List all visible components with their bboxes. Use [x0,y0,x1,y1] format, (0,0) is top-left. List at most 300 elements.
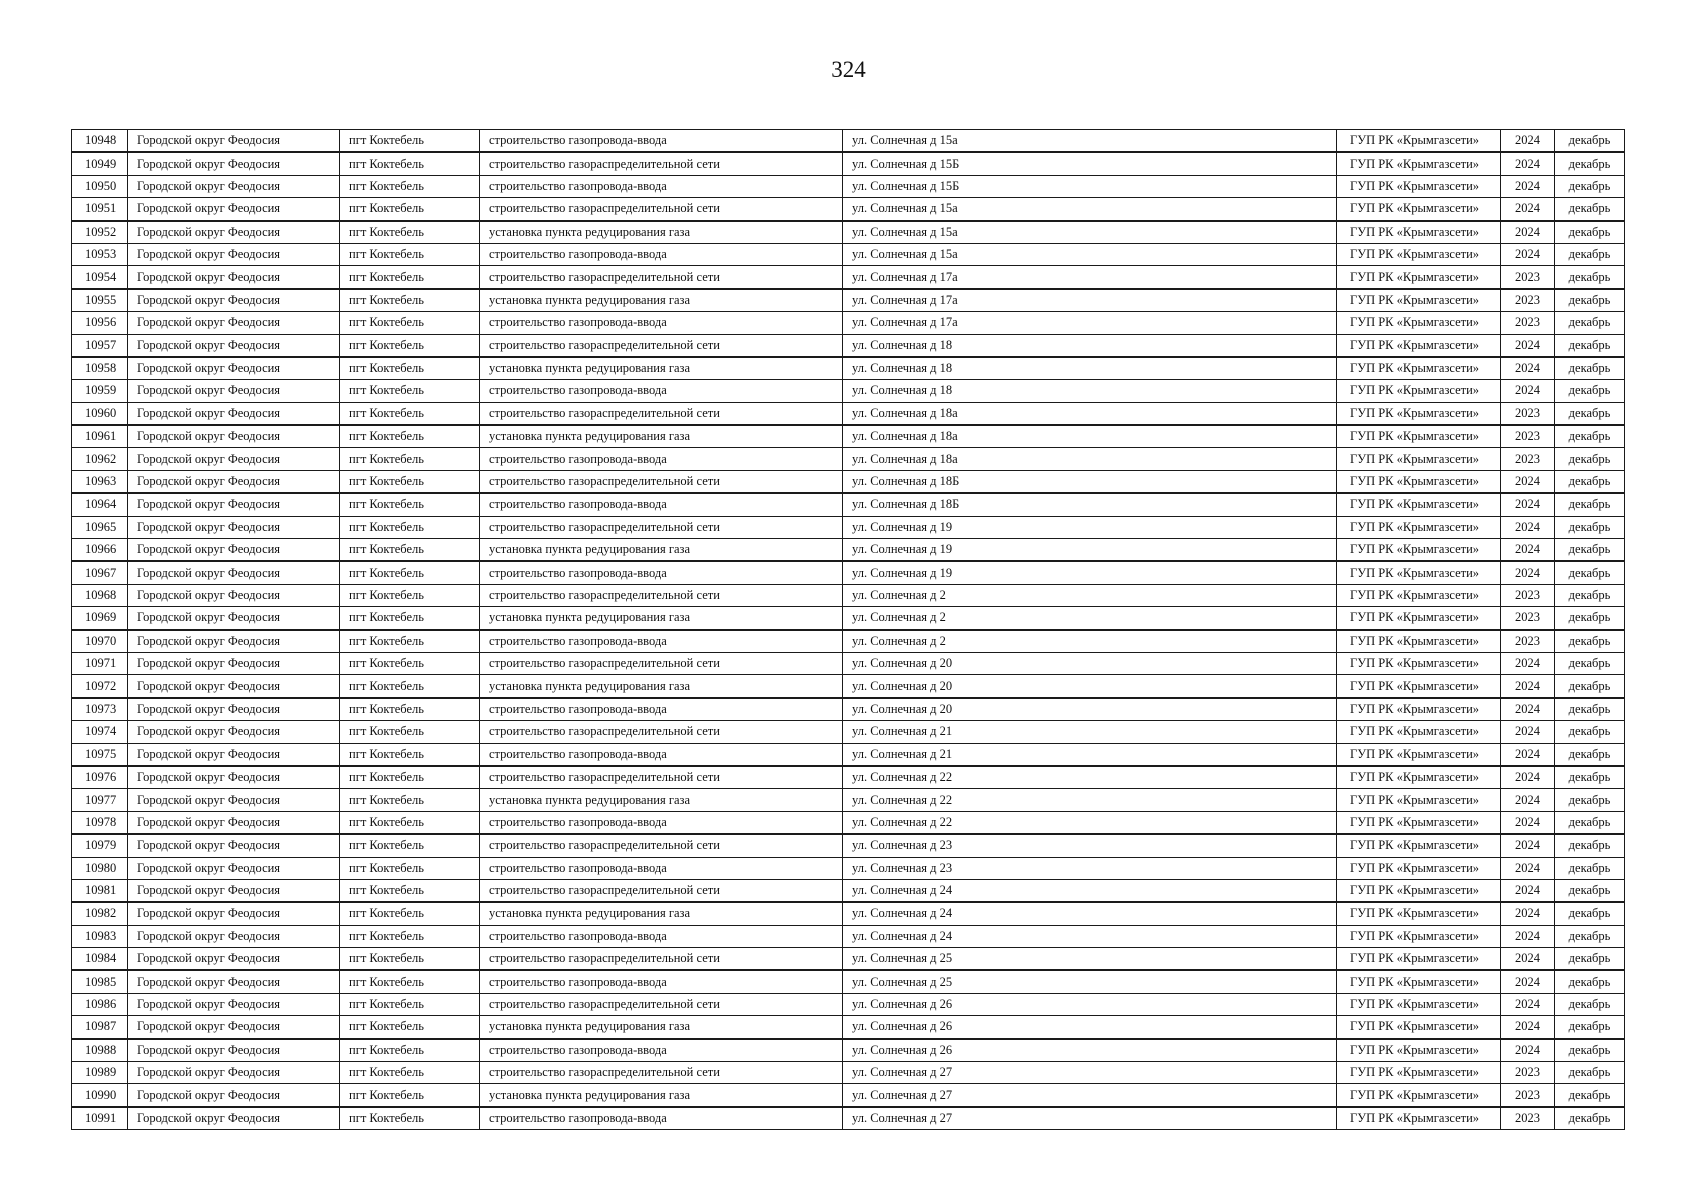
settlement-cell: пгт Коктебель [340,652,480,674]
settlement-cell: пгт Коктебель [340,175,480,197]
settlement-cell: пгт Коктебель [340,925,480,947]
row-number-cell: 10969 [72,607,128,630]
settlement-cell: пгт Коктебель [340,1039,480,1062]
row-number-cell: 10976 [72,766,128,789]
work-type-cell: строительство газораспределительной сети [480,948,843,971]
work-type-cell: строительство газопровода-ввода [480,561,843,584]
district-cell: Городской округ Феодосия [128,652,340,674]
year-cell: 2023 [1501,1084,1555,1107]
work-type-cell: установка пункта редуцирования газа [480,1084,843,1107]
organization-cell: ГУП РК «Крымгазсети» [1337,266,1501,289]
row-number-cell: 10979 [72,834,128,857]
work-type-cell: строительство газораспределительной сети [480,198,843,221]
month-cell: декабрь [1555,721,1625,743]
row-number-cell: 10987 [72,1016,128,1039]
work-type-cell: строительство газораспределительной сети [480,266,843,289]
table-row [72,948,1625,971]
year-cell: 2024 [1501,743,1555,766]
organization-cell: ГУП РК «Крымгазсети» [1337,402,1501,425]
work-type-cell: строительство газопровода-ввода [480,1039,843,1062]
address-cell: ул. Солнечная д 26 [843,1039,1337,1062]
gasification-table [71,129,1625,1130]
row-number-cell: 10954 [72,266,128,289]
district-cell: Городской округ Феодосия [128,539,340,562]
work-type-cell: строительство газопровода-ввода [480,1107,843,1130]
work-type-cell: строительство газопровода-ввода [480,630,843,653]
row-number-cell: 10988 [72,1039,128,1062]
settlement-cell: пгт Коктебель [340,834,480,857]
row-number-cell: 10962 [72,448,128,470]
row-number-cell: 10961 [72,425,128,448]
month-cell: декабрь [1555,811,1625,834]
month-cell: декабрь [1555,493,1625,516]
work-type-cell: строительство газораспределительной сети [480,879,843,902]
year-cell: 2024 [1501,130,1555,153]
table-row [72,266,1625,289]
row-number-cell: 10965 [72,516,128,538]
organization-cell: ГУП РК «Крымгазсети» [1337,221,1501,244]
address-cell: ул. Солнечная д 26 [843,993,1337,1015]
settlement-cell: пгт Коктебель [340,1107,480,1130]
district-cell: Городской округ Феодосия [128,698,340,721]
row-number-cell: 10957 [72,334,128,357]
table-row [72,402,1625,425]
work-type-cell: строительство газопровода-ввода [480,925,843,947]
month-cell: декабрь [1555,289,1625,312]
district-cell: Городской округ Феодосия [128,312,340,334]
table-row [72,493,1625,516]
year-cell: 2024 [1501,902,1555,925]
row-number-cell: 10975 [72,743,128,766]
district-cell: Городской округ Феодосия [128,357,340,380]
district-cell: Городской округ Феодосия [128,221,340,244]
month-cell: декабрь [1555,993,1625,1015]
work-type-cell: установка пункта редуцирования газа [480,289,843,312]
district-cell: Городской округ Феодосия [128,1062,340,1084]
table-row [72,834,1625,857]
address-cell: ул. Солнечная д 25 [843,970,1337,993]
month-cell: декабрь [1555,334,1625,357]
table-row [72,789,1625,811]
address-cell: ул. Солнечная д 17а [843,312,1337,334]
year-cell: 2024 [1501,879,1555,902]
row-number-cell: 10973 [72,698,128,721]
year-cell: 2024 [1501,516,1555,538]
row-number-cell: 10981 [72,879,128,902]
month-cell: декабрь [1555,539,1625,562]
settlement-cell: пгт Коктебель [340,425,480,448]
table-row [72,721,1625,743]
row-number-cell: 10958 [72,357,128,380]
address-cell: ул. Солнечная д 17а [843,289,1337,312]
address-cell: ул. Солнечная д 19 [843,539,1337,562]
month-cell: декабрь [1555,198,1625,221]
district-cell: Городской округ Феодосия [128,721,340,743]
work-type-cell: строительство газопровода-ввода [480,857,843,879]
district-cell: Городской округ Феодосия [128,516,340,538]
district-cell: Городской округ Феодосия [128,561,340,584]
row-number-cell: 10982 [72,902,128,925]
row-number-cell: 10986 [72,993,128,1015]
year-cell: 2024 [1501,221,1555,244]
month-cell: декабрь [1555,1107,1625,1130]
year-cell: 2024 [1501,334,1555,357]
table-row [72,766,1625,789]
year-cell: 2024 [1501,857,1555,879]
work-type-cell: строительство газораспределительной сети [480,993,843,1015]
work-type-cell: установка пункта редуцирования газа [480,357,843,380]
address-cell: ул. Солнечная д 21 [843,721,1337,743]
work-type-cell: установка пункта редуцирования газа [480,675,843,698]
district-cell: Городской округ Феодосия [128,243,340,265]
work-type-cell: строительство газопровода-ввода [480,970,843,993]
address-cell: ул. Солнечная д 24 [843,925,1337,947]
address-cell: ул. Солнечная д 19 [843,561,1337,584]
settlement-cell: пгт Коктебель [340,1084,480,1107]
year-cell: 2024 [1501,1016,1555,1039]
table-row [72,152,1625,175]
table-row [72,425,1625,448]
settlement-cell: пгт Коктебель [340,312,480,334]
organization-cell: ГУП РК «Крымгазсети» [1337,561,1501,584]
table-row [72,743,1625,766]
settlement-cell: пгт Коктебель [340,789,480,811]
table-row [72,539,1625,562]
address-cell: ул. Солнечная д 23 [843,834,1337,857]
row-number-cell: 10956 [72,312,128,334]
organization-cell: ГУП РК «Крымгазсети» [1337,970,1501,993]
table-row [72,289,1625,312]
district-cell: Городской округ Феодосия [128,857,340,879]
month-cell: декабрь [1555,652,1625,674]
district-cell: Городской округ Феодосия [128,993,340,1015]
row-number-cell: 10977 [72,789,128,811]
work-type-cell: строительство газопровода-ввода [480,312,843,334]
table-row [72,1039,1625,1062]
row-number-cell: 10960 [72,402,128,425]
address-cell: ул. Солнечная д 27 [843,1107,1337,1130]
settlement-cell: пгт Коктебель [340,516,480,538]
month-cell: декабрь [1555,789,1625,811]
work-type-cell: строительство газопровода-ввода [480,743,843,766]
table-row [72,470,1625,493]
address-cell: ул. Солнечная д 15Б [843,152,1337,175]
table-row [72,380,1625,402]
month-cell: декабрь [1555,902,1625,925]
row-number-cell: 10980 [72,857,128,879]
district-cell: Городской округ Феодосия [128,425,340,448]
month-cell: декабрь [1555,1016,1625,1039]
organization-cell: ГУП РК «Крымгазсети» [1337,630,1501,653]
organization-cell: ГУП РК «Крымгазсети» [1337,539,1501,562]
table-row [72,698,1625,721]
work-type-cell: установка пункта редуцирования газа [480,539,843,562]
row-number-cell: 10978 [72,811,128,834]
table-row [72,1084,1625,1107]
district-cell: Городской округ Феодосия [128,879,340,902]
year-cell: 2024 [1501,175,1555,197]
month-cell: декабрь [1555,175,1625,197]
work-type-cell: установка пункта редуцирования газа [480,1016,843,1039]
table-row [72,902,1625,925]
row-number-cell: 10953 [72,243,128,265]
settlement-cell: пгт Коктебель [340,698,480,721]
address-cell: ул. Солнечная д 26 [843,1016,1337,1039]
district-cell: Городской округ Феодосия [128,493,340,516]
settlement-cell: пгт Коктебель [340,1016,480,1039]
table-row [72,584,1625,606]
settlement-cell: пгт Коктебель [340,630,480,653]
year-cell: 2023 [1501,425,1555,448]
settlement-cell: пгт Коктебель [340,584,480,606]
work-type-cell: строительство газопровода-ввода [480,130,843,153]
work-type-cell: установка пункта редуцирования газа [480,902,843,925]
settlement-cell: пгт Коктебель [340,243,480,265]
work-type-cell: строительство газораспределительной сети [480,766,843,789]
work-type-cell: строительство газораспределительной сети [480,834,843,857]
year-cell: 2024 [1501,493,1555,516]
row-number-cell: 10984 [72,948,128,971]
work-type-cell: строительство газопровода-ввода [480,243,843,265]
month-cell: декабрь [1555,630,1625,653]
organization-cell: ГУП РК «Крымгазсети» [1337,425,1501,448]
work-type-cell: строительство газопровода-ввода [480,811,843,834]
organization-cell: ГУП РК «Крымгазсети» [1337,380,1501,402]
year-cell: 2024 [1501,789,1555,811]
table-row [72,243,1625,265]
work-type-cell: строительство газораспределительной сети [480,1062,843,1084]
year-cell: 2024 [1501,993,1555,1015]
month-cell: декабрь [1555,743,1625,766]
address-cell: ул. Солнечная д 15Б [843,175,1337,197]
year-cell: 2023 [1501,1062,1555,1084]
organization-cell: ГУП РК «Крымгазсети» [1337,993,1501,1015]
settlement-cell: пгт Коктебель [340,493,480,516]
district-cell: Городской округ Феодосия [128,743,340,766]
organization-cell: ГУП РК «Крымгазсети» [1337,925,1501,947]
work-type-cell: строительство газопровода-ввода [480,380,843,402]
work-type-cell: строительство газораспределительной сети [480,470,843,493]
organization-cell: ГУП РК «Крымгазсети» [1337,766,1501,789]
address-cell: ул. Солнечная д 15а [843,198,1337,221]
address-cell: ул. Солнечная д 24 [843,902,1337,925]
district-cell: Городской округ Феодосия [128,584,340,606]
page-number: 324 [831,57,866,82]
district-cell: Городской округ Феодосия [128,175,340,197]
organization-cell: ГУП РК «Крымгазсети» [1337,857,1501,879]
table-row [72,857,1625,879]
organization-cell: ГУП РК «Крымгазсети» [1337,289,1501,312]
month-cell: декабрь [1555,516,1625,538]
work-type-cell: строительство газопровода-ввода [480,175,843,197]
work-type-cell: установка пункта редуцирования газа [480,221,843,244]
settlement-cell: пгт Коктебель [340,902,480,925]
year-cell: 2024 [1501,698,1555,721]
work-type-cell: строительство газораспределительной сети [480,152,843,175]
month-cell: декабрь [1555,857,1625,879]
settlement-cell: пгт Коктебель [340,970,480,993]
address-cell: ул. Солнечная д 17а [843,266,1337,289]
month-cell: декабрь [1555,834,1625,857]
work-type-cell: строительство газопровода-ввода [480,448,843,470]
district-cell: Городской округ Феодосия [128,948,340,971]
district-cell: Городской округ Феодосия [128,925,340,947]
settlement-cell: пгт Коктебель [340,607,480,630]
table-row [72,198,1625,221]
table-row [72,970,1625,993]
organization-cell: ГУП РК «Крымгазсети» [1337,879,1501,902]
organization-cell: ГУП РК «Крымгазсети» [1337,1016,1501,1039]
address-cell: ул. Солнечная д 2 [843,607,1337,630]
table-row [72,879,1625,902]
year-cell: 2024 [1501,198,1555,221]
settlement-cell: пгт Коктебель [340,130,480,153]
table-row [72,607,1625,630]
row-number-cell: 10964 [72,493,128,516]
organization-cell: ГУП РК «Крымгазсети» [1337,130,1501,153]
settlement-cell: пгт Коктебель [340,993,480,1015]
district-cell: Городской округ Феодосия [128,675,340,698]
month-cell: декабрь [1555,266,1625,289]
year-cell: 2024 [1501,1039,1555,1062]
settlement-cell: пгт Коктебель [340,357,480,380]
organization-cell: ГУП РК «Крымгазсети» [1337,152,1501,175]
work-type-cell: установка пункта редуцирования газа [480,607,843,630]
address-cell: ул. Солнечная д 22 [843,789,1337,811]
district-cell: Городской округ Феодосия [128,811,340,834]
row-number-cell: 10955 [72,289,128,312]
district-cell: Городской округ Феодосия [128,1039,340,1062]
organization-cell: ГУП РК «Крымгазсети» [1337,1084,1501,1107]
settlement-cell: пгт Коктебель [340,470,480,493]
year-cell: 2024 [1501,380,1555,402]
organization-cell: ГУП РК «Крымгазсети» [1337,721,1501,743]
table-row [72,652,1625,674]
year-cell: 2024 [1501,243,1555,265]
work-type-cell: строительство газораспределительной сети [480,652,843,674]
month-cell: декабрь [1555,357,1625,380]
work-type-cell: установка пункта редуцирования газа [480,425,843,448]
row-number-cell: 10991 [72,1107,128,1130]
year-cell: 2024 [1501,652,1555,674]
month-cell: декабрь [1555,1062,1625,1084]
month-cell: декабрь [1555,312,1625,334]
settlement-cell: пгт Коктебель [340,380,480,402]
month-cell: декабрь [1555,1039,1625,1062]
settlement-cell: пгт Коктебель [340,743,480,766]
organization-cell: ГУП РК «Крымгазсети» [1337,652,1501,674]
district-cell: Городской округ Феодосия [128,334,340,357]
table-row [72,561,1625,584]
row-number-cell: 10983 [72,925,128,947]
district-cell: Городской округ Феодосия [128,198,340,221]
organization-cell: ГУП РК «Крымгазсети» [1337,493,1501,516]
organization-cell: ГУП РК «Крымгазсети» [1337,516,1501,538]
row-number-cell: 10959 [72,380,128,402]
district-cell: Городской округ Феодосия [128,970,340,993]
address-cell: ул. Солнечная д 18 [843,357,1337,380]
organization-cell: ГУП РК «Крымгазсети» [1337,675,1501,698]
row-number-cell: 10989 [72,1062,128,1084]
address-cell: ул. Солнечная д 27 [843,1062,1337,1084]
address-cell: ул. Солнечная д 18Б [843,493,1337,516]
settlement-cell: пгт Коктебель [340,857,480,879]
address-cell: ул. Солнечная д 2 [843,630,1337,653]
address-cell: ул. Солнечная д 15а [843,221,1337,244]
year-cell: 2024 [1501,675,1555,698]
year-cell: 2023 [1501,289,1555,312]
settlement-cell: пгт Коктебель [340,221,480,244]
work-type-cell: строительство газопровода-ввода [480,698,843,721]
table-row [72,516,1625,538]
address-cell: ул. Солнечная д 22 [843,766,1337,789]
year-cell: 2024 [1501,539,1555,562]
settlement-cell: пгт Коктебель [340,721,480,743]
settlement-cell: пгт Коктебель [340,198,480,221]
year-cell: 2024 [1501,721,1555,743]
organization-cell: ГУП РК «Крымгазсети» [1337,789,1501,811]
row-number-cell: 10966 [72,539,128,562]
district-cell: Городской округ Феодосия [128,380,340,402]
organization-cell: ГУП РК «Крымгазсети» [1337,175,1501,197]
table-body [72,130,1625,1130]
month-cell: декабрь [1555,561,1625,584]
table-row [72,1107,1625,1130]
year-cell: 2024 [1501,834,1555,857]
row-number-cell: 10952 [72,221,128,244]
year-cell: 2024 [1501,766,1555,789]
table-row [72,312,1625,334]
settlement-cell: пгт Коктебель [340,766,480,789]
organization-cell: ГУП РК «Крымгазсети» [1337,902,1501,925]
address-cell: ул. Солнечная д 22 [843,811,1337,834]
year-cell: 2023 [1501,1107,1555,1130]
organization-cell: ГУП РК «Крымгазсети» [1337,198,1501,221]
month-cell: декабрь [1555,879,1625,902]
work-type-cell: строительство газораспределительной сети [480,516,843,538]
table-row [72,811,1625,834]
settlement-cell: пгт Коктебель [340,266,480,289]
district-cell: Городской округ Феодосия [128,630,340,653]
month-cell: декабрь [1555,1084,1625,1107]
address-cell: ул. Солнечная д 18 [843,334,1337,357]
row-number-cell: 10951 [72,198,128,221]
address-cell: ул. Солнечная д 27 [843,1084,1337,1107]
settlement-cell: пгт Коктебель [340,448,480,470]
district-cell: Городской округ Феодосия [128,289,340,312]
month-cell: декабрь [1555,766,1625,789]
year-cell: 2024 [1501,970,1555,993]
row-number-cell: 10963 [72,470,128,493]
year-cell: 2023 [1501,584,1555,606]
district-cell: Городской округ Феодосия [128,902,340,925]
row-number-cell: 10990 [72,1084,128,1107]
address-cell: ул. Солнечная д 18а [843,448,1337,470]
settlement-cell: пгт Коктебель [340,561,480,584]
organization-cell: ГУП РК «Крымгазсети» [1337,448,1501,470]
month-cell: декабрь [1555,221,1625,244]
row-number-cell: 10974 [72,721,128,743]
work-type-cell: строительство газораспределительной сети [480,402,843,425]
district-cell: Городской округ Феодосия [128,130,340,153]
address-cell: ул. Солнечная д 23 [843,857,1337,879]
table-row [72,130,1625,153]
year-cell: 2023 [1501,266,1555,289]
address-cell: ул. Солнечная д 21 [843,743,1337,766]
year-cell: 2024 [1501,561,1555,584]
month-cell: декабрь [1555,425,1625,448]
row-number-cell: 10967 [72,561,128,584]
